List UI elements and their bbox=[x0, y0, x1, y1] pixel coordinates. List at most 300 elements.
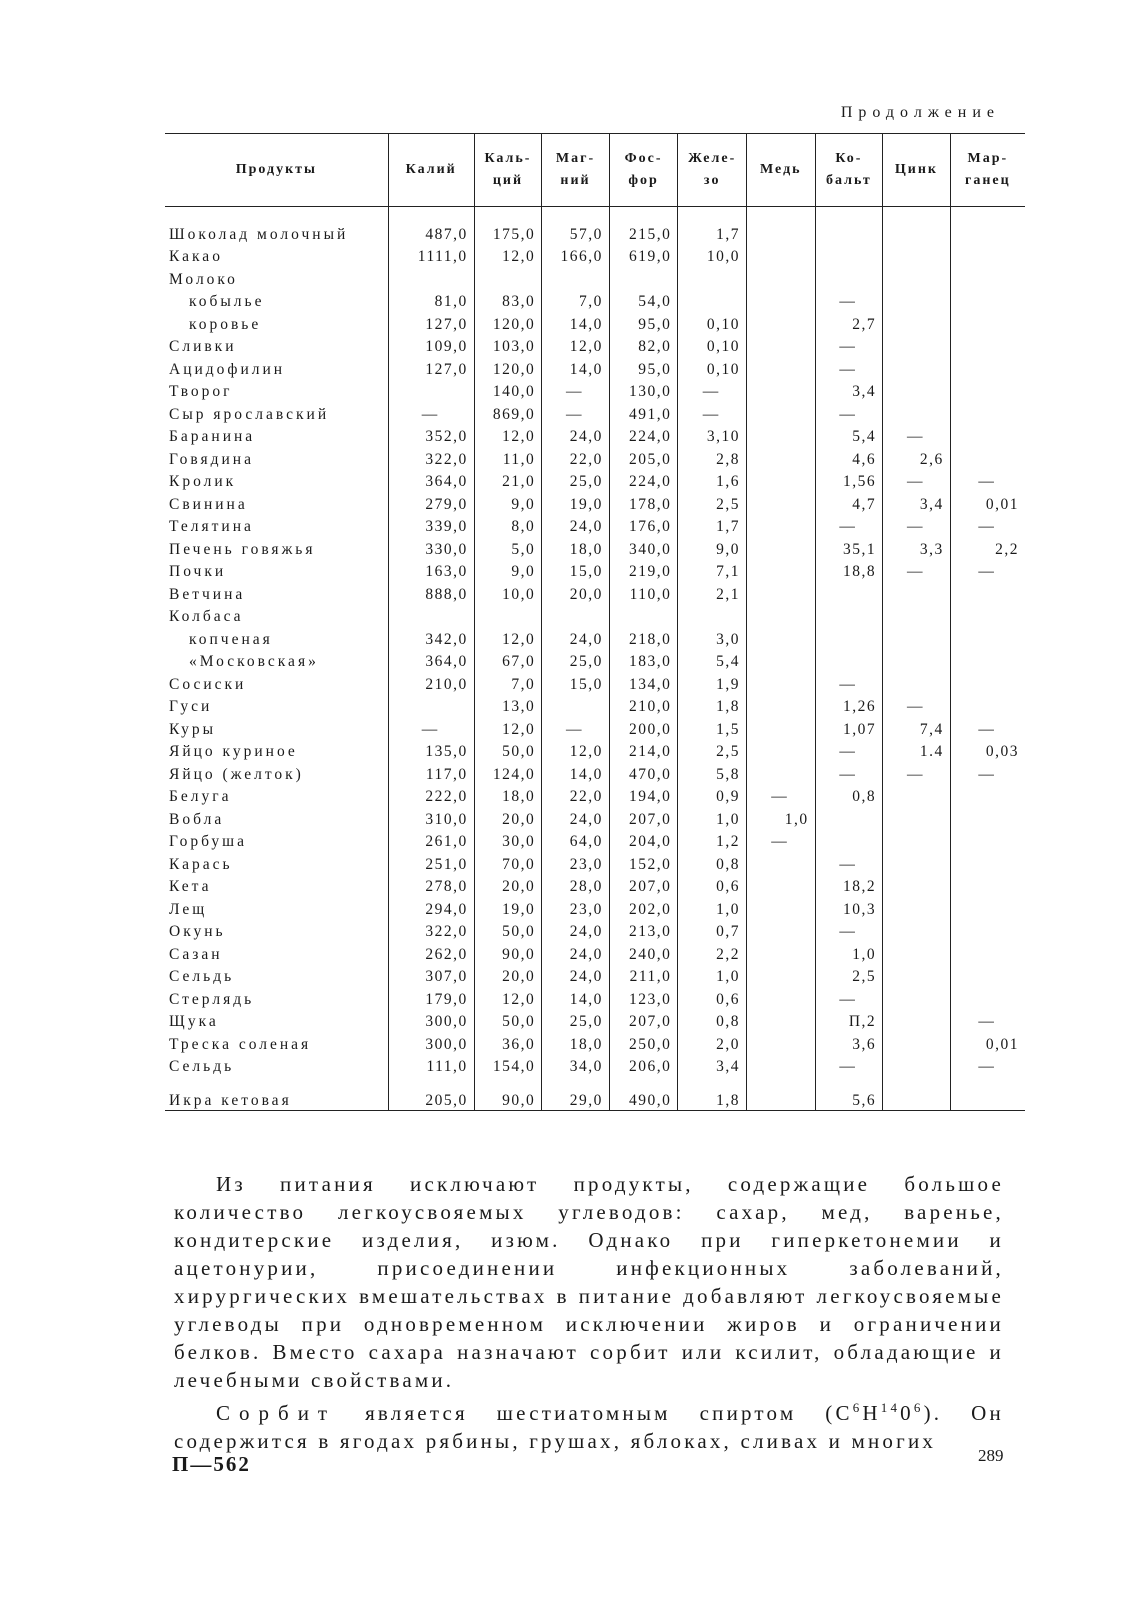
table-cell: 24,0 bbox=[542, 626, 610, 649]
table-cell bbox=[883, 919, 951, 942]
table-cell bbox=[747, 896, 816, 919]
table-cell: — bbox=[815, 289, 883, 312]
table-cell: 1,5 bbox=[678, 716, 747, 739]
table-cell bbox=[883, 1054, 951, 1077]
table-cell: 176,0 bbox=[609, 514, 678, 537]
table-cell: 1111,0 bbox=[388, 244, 474, 267]
table-row bbox=[165, 626, 1025, 649]
table-cell: 205,0 bbox=[388, 1076, 474, 1111]
table-cell: — bbox=[747, 784, 816, 807]
product-name: Карась bbox=[169, 855, 233, 873]
product-name: Молоко bbox=[169, 270, 238, 288]
table-cell: 140,0 bbox=[474, 379, 542, 402]
table-cell bbox=[883, 874, 951, 897]
table-cell: 50,0 bbox=[474, 1009, 542, 1032]
table-cell bbox=[388, 694, 474, 717]
table-cell: 1,07 bbox=[815, 716, 883, 739]
table-cell bbox=[950, 784, 1025, 807]
table-row bbox=[165, 491, 1025, 514]
table-cell bbox=[747, 874, 816, 897]
table-cell bbox=[883, 626, 951, 649]
table-cell bbox=[815, 581, 883, 604]
table-cell: 294,0 bbox=[388, 896, 474, 919]
table-cell: 330,0 bbox=[388, 536, 474, 559]
table-cell: 0,7 bbox=[678, 919, 747, 942]
table-cell bbox=[950, 604, 1025, 627]
table-cell bbox=[678, 266, 747, 289]
table-cell bbox=[883, 356, 951, 379]
table-cell: 222,0 bbox=[388, 784, 474, 807]
table-cell bbox=[747, 334, 816, 357]
table-cell: 19,0 bbox=[474, 896, 542, 919]
product-name: «Московская» bbox=[189, 653, 319, 670]
column-header: Каль- ций bbox=[474, 134, 542, 207]
product-name: Щука bbox=[169, 1013, 219, 1030]
column-header: Мар- ганец bbox=[950, 134, 1025, 207]
table-cell: 28,0 bbox=[542, 874, 610, 897]
table-cell: 3,6 bbox=[815, 1031, 883, 1054]
table-cell bbox=[883, 671, 951, 694]
table-cell bbox=[950, 896, 1025, 919]
product-name: Сосиски bbox=[169, 675, 247, 693]
table-row bbox=[165, 941, 1025, 964]
table-cell bbox=[747, 626, 816, 649]
table-cell: 0,01 bbox=[950, 491, 1025, 514]
table-cell: 110,0 bbox=[609, 581, 678, 604]
table-cell: 215,0 bbox=[609, 207, 678, 244]
table-cell bbox=[388, 604, 474, 627]
table-cell bbox=[950, 581, 1025, 604]
table-row bbox=[165, 694, 1025, 717]
table-cell: 1,0 bbox=[678, 896, 747, 919]
table-cell bbox=[950, 356, 1025, 379]
product-name: Телятина bbox=[169, 518, 254, 535]
table-cell: 134,0 bbox=[609, 671, 678, 694]
table-cell: 25,0 bbox=[542, 1009, 610, 1032]
table-cell: 15,0 bbox=[542, 559, 610, 582]
table-cell: 14,0 bbox=[542, 311, 610, 334]
table-cell bbox=[609, 604, 678, 627]
table-row bbox=[165, 311, 1025, 334]
table-cell: 364,0 bbox=[388, 469, 474, 492]
table-cell bbox=[883, 207, 951, 244]
table-cell bbox=[747, 694, 816, 717]
table-cell: 1,0 bbox=[747, 806, 816, 829]
table-cell bbox=[815, 649, 883, 672]
table-cell bbox=[747, 536, 816, 559]
table-cell bbox=[883, 604, 951, 627]
table-row bbox=[165, 761, 1025, 784]
product-name: Сазан bbox=[169, 945, 223, 963]
table-cell: — bbox=[388, 401, 474, 424]
table-cell bbox=[883, 1076, 951, 1111]
table-cell: 0,6 bbox=[678, 986, 747, 1009]
table-cell bbox=[542, 694, 610, 717]
table-cell: 194,0 bbox=[609, 784, 678, 807]
table-cell: 179,0 bbox=[388, 986, 474, 1009]
table-cell: 5,0 bbox=[474, 536, 542, 559]
table-cell bbox=[678, 604, 747, 627]
table-cell: — bbox=[950, 469, 1025, 492]
table-cell bbox=[815, 626, 883, 649]
table-row bbox=[165, 1054, 1025, 1077]
table-cell: 24,0 bbox=[542, 941, 610, 964]
table-cell: 163,0 bbox=[388, 559, 474, 582]
table-cell: 24,0 bbox=[542, 424, 610, 447]
table-cell: 9,0 bbox=[678, 536, 747, 559]
table-cell bbox=[950, 851, 1025, 874]
table-cell: 3,10 bbox=[678, 424, 747, 447]
table-cell: 22,0 bbox=[542, 784, 610, 807]
table-cell: 11,0 bbox=[474, 446, 542, 469]
table-cell: 34,0 bbox=[542, 1054, 610, 1077]
product-name: Говядина bbox=[169, 450, 254, 468]
table-cell bbox=[883, 829, 951, 852]
table-cell bbox=[747, 649, 816, 672]
table-cell: 35,1 bbox=[815, 536, 883, 559]
page-number: 289 bbox=[978, 1446, 1004, 1465]
table-cell bbox=[474, 266, 542, 289]
table-row bbox=[165, 806, 1025, 829]
table-cell: 83,0 bbox=[474, 289, 542, 312]
table-cell bbox=[883, 379, 951, 402]
table-cell: 251,0 bbox=[388, 851, 474, 874]
table-cell bbox=[950, 244, 1025, 267]
table-cell: 200,0 bbox=[609, 716, 678, 739]
table-cell bbox=[815, 829, 883, 852]
table-cell: — bbox=[883, 559, 951, 582]
table-cell: — bbox=[815, 334, 883, 357]
table-cell bbox=[950, 874, 1025, 897]
table-cell: 29,0 bbox=[542, 1076, 610, 1111]
table-cell: 10,3 bbox=[815, 896, 883, 919]
table-row bbox=[165, 829, 1025, 852]
body-text bbox=[174, 1170, 1004, 1455]
table-cell: 0,6 bbox=[678, 874, 747, 897]
table-cell bbox=[950, 266, 1025, 289]
table-cell: 1,26 bbox=[815, 694, 883, 717]
table-cell: 178,0 bbox=[609, 491, 678, 514]
table-row bbox=[165, 604, 1025, 627]
table-cell: 202,0 bbox=[609, 896, 678, 919]
table-cell: 5,4 bbox=[678, 649, 747, 672]
table-cell: 869,0 bbox=[474, 401, 542, 424]
table-cell: 352,0 bbox=[388, 424, 474, 447]
table-cell: — bbox=[950, 1009, 1025, 1032]
table-cell: 5,8 bbox=[678, 761, 747, 784]
table-row bbox=[165, 244, 1025, 267]
table-cell: 307,0 bbox=[388, 964, 474, 987]
column-header: Продукты bbox=[165, 134, 388, 207]
table-cell bbox=[747, 559, 816, 582]
table-cell bbox=[950, 671, 1025, 694]
table-cell: — bbox=[815, 739, 883, 762]
table-cell: 95,0 bbox=[609, 356, 678, 379]
table-cell: 5,4 bbox=[815, 424, 883, 447]
table-row bbox=[165, 919, 1025, 942]
table-cell bbox=[747, 514, 816, 537]
table-row bbox=[165, 446, 1025, 469]
table-cell: 23,0 bbox=[542, 851, 610, 874]
table-cell: 9,0 bbox=[474, 559, 542, 582]
table-cell bbox=[474, 604, 542, 627]
table-cell bbox=[883, 1031, 951, 1054]
table-cell: 120,0 bbox=[474, 356, 542, 379]
table-cell bbox=[883, 941, 951, 964]
table-cell bbox=[747, 986, 816, 1009]
product-name: Сыр ярославский bbox=[169, 405, 330, 423]
table-cell: 3,4 bbox=[883, 491, 951, 514]
table-cell bbox=[883, 266, 951, 289]
table-cell: 0,8 bbox=[678, 1009, 747, 1032]
table-cell bbox=[609, 266, 678, 289]
product-name: коровье bbox=[189, 315, 262, 333]
table-cell: 24,0 bbox=[542, 964, 610, 987]
paragraph-2: Сорбит является шестиатомным спиртом $(С^6Н^{14}0^6)$. Он содержится в ягодах рябины, грушах, яблоках, сливах и многих bbox=[174, 1400, 1004, 1453]
table-cell: 24,0 bbox=[542, 514, 610, 537]
table-cell: 888,0 bbox=[388, 581, 474, 604]
table-cell: 18,2 bbox=[815, 874, 883, 897]
table-cell: 207,0 bbox=[609, 874, 678, 897]
table-row bbox=[165, 514, 1025, 537]
table-cell: 3,0 bbox=[678, 626, 747, 649]
table-header-row bbox=[165, 134, 1025, 207]
table-cell: 2,2 bbox=[678, 941, 747, 964]
table-cell: 90,0 bbox=[474, 941, 542, 964]
table-cell bbox=[883, 851, 951, 874]
table-cell: 8,0 bbox=[474, 514, 542, 537]
table-cell: 81,0 bbox=[388, 289, 474, 312]
table-cell: 117,0 bbox=[388, 761, 474, 784]
table-row bbox=[165, 581, 1025, 604]
product-name: Куры bbox=[169, 720, 217, 738]
table-cell: 5,6 bbox=[815, 1076, 883, 1111]
table-cell bbox=[950, 1076, 1025, 1111]
table-cell: 0,9 bbox=[678, 784, 747, 807]
table-cell: 135,0 bbox=[388, 739, 474, 762]
table-row bbox=[165, 671, 1025, 694]
product-name: Окунь bbox=[169, 923, 226, 940]
table-cell: 4,7 bbox=[815, 491, 883, 514]
table-cell: 166,0 bbox=[542, 244, 610, 267]
table-cell: 12,0 bbox=[474, 716, 542, 739]
table-cell bbox=[747, 401, 816, 424]
table-cell: 19,0 bbox=[542, 491, 610, 514]
table-cell: 1,56 bbox=[815, 469, 883, 492]
table-cell: 1,2 bbox=[678, 829, 747, 852]
table-cell: — bbox=[883, 694, 951, 717]
product-name: Кролик bbox=[169, 473, 237, 490]
product-name: Шоколад молочный bbox=[169, 225, 349, 243]
table-cell: 12,0 bbox=[542, 739, 610, 762]
table-cell bbox=[388, 379, 474, 402]
table-cell: 2,2 bbox=[950, 536, 1025, 559]
product-name: Свинина bbox=[169, 495, 248, 513]
sorbit-lead: Сорбит bbox=[216, 1401, 337, 1425]
table-cell bbox=[950, 311, 1025, 334]
table-cell: 20,0 bbox=[474, 806, 542, 829]
table-cell: 2,1 bbox=[678, 581, 747, 604]
table-cell bbox=[747, 1009, 816, 1032]
table-cell: 339,0 bbox=[388, 514, 474, 537]
table-cell: 54,0 bbox=[609, 289, 678, 312]
product-name: Какао bbox=[169, 248, 223, 265]
table-cell: — bbox=[815, 851, 883, 874]
table-cell: 1,9 bbox=[678, 671, 747, 694]
table-cell: 30,0 bbox=[474, 829, 542, 852]
table-cell: — bbox=[883, 761, 951, 784]
table-cell bbox=[950, 829, 1025, 852]
table-cell: 127,0 bbox=[388, 311, 474, 334]
table-cell: 1,0 bbox=[678, 806, 747, 829]
product-name: Белуга bbox=[169, 788, 232, 805]
table-cell: — bbox=[950, 761, 1025, 784]
table-cell bbox=[747, 581, 816, 604]
table-cell: — bbox=[950, 514, 1025, 537]
product-name: Гуси bbox=[169, 698, 213, 715]
table-cell bbox=[883, 784, 951, 807]
column-header: Медь bbox=[747, 134, 816, 207]
table-cell: 250,0 bbox=[609, 1031, 678, 1054]
table-cell: 224,0 bbox=[609, 469, 678, 492]
table-cell bbox=[747, 851, 816, 874]
table-cell: 57,0 bbox=[542, 207, 610, 244]
table-cell: 82,0 bbox=[609, 334, 678, 357]
table-cell bbox=[747, 941, 816, 964]
table-cell: 210,0 bbox=[609, 694, 678, 717]
table-cell: 1,8 bbox=[678, 1076, 747, 1111]
product-name: Лещ bbox=[169, 900, 208, 918]
minerals-table bbox=[165, 133, 1025, 1111]
table-cell: 0,03 bbox=[950, 739, 1025, 762]
table-cell: 20,0 bbox=[542, 581, 610, 604]
table-cell: 95,0 bbox=[609, 311, 678, 334]
table-cell: 0,10 bbox=[678, 356, 747, 379]
table-cell: 262,0 bbox=[388, 941, 474, 964]
table-cell: 12,0 bbox=[474, 626, 542, 649]
table-row bbox=[165, 266, 1025, 289]
table-cell: 218,0 bbox=[609, 626, 678, 649]
table-cell bbox=[883, 964, 951, 987]
table-cell: 1,7 bbox=[678, 207, 747, 244]
product-name: Сельдь bbox=[169, 1058, 235, 1075]
table-cell: 24,0 bbox=[542, 806, 610, 829]
table-cell: 0,10 bbox=[678, 334, 747, 357]
table-cell: 14,0 bbox=[542, 986, 610, 1009]
table-cell: 204,0 bbox=[609, 829, 678, 852]
table-cell bbox=[950, 379, 1025, 402]
column-header: Желе- зо bbox=[678, 134, 747, 207]
table-cell: — bbox=[815, 761, 883, 784]
table-row bbox=[165, 1076, 1025, 1111]
product-name: Сельдь bbox=[169, 968, 235, 985]
table-cell bbox=[388, 266, 474, 289]
table-cell: 0,8 bbox=[678, 851, 747, 874]
table-cell: 1.4 bbox=[883, 739, 951, 762]
table-cell bbox=[747, 469, 816, 492]
table-cell: 213,0 bbox=[609, 919, 678, 942]
table-cell: 210,0 bbox=[388, 671, 474, 694]
table-cell: — bbox=[388, 716, 474, 739]
table-cell: 90,0 bbox=[474, 1076, 542, 1111]
table-row bbox=[165, 739, 1025, 762]
table-cell: 279,0 bbox=[388, 491, 474, 514]
table-cell: 2,0 bbox=[678, 1031, 747, 1054]
product-name: Кета bbox=[169, 878, 212, 895]
table-cell: 2,8 bbox=[678, 446, 747, 469]
table-cell: 12,0 bbox=[474, 986, 542, 1009]
table-cell bbox=[883, 806, 951, 829]
column-header: Калий bbox=[388, 134, 474, 207]
table-cell bbox=[747, 739, 816, 762]
table-cell: 0,01 bbox=[950, 1031, 1025, 1054]
table-cell: 25,0 bbox=[542, 469, 610, 492]
table-cell bbox=[950, 446, 1025, 469]
table-cell bbox=[950, 986, 1025, 1009]
table-cell: 152,0 bbox=[609, 851, 678, 874]
table-cell: — bbox=[542, 401, 610, 424]
table-cell: 1,6 bbox=[678, 469, 747, 492]
table-cell: 18,0 bbox=[542, 1031, 610, 1054]
table-cell: — bbox=[815, 401, 883, 424]
table-cell: 2,5 bbox=[678, 739, 747, 762]
table-cell: — bbox=[950, 716, 1025, 739]
table-cell bbox=[747, 1031, 816, 1054]
table-cell bbox=[747, 716, 816, 739]
column-header: Фос- фор bbox=[609, 134, 678, 207]
table-row bbox=[165, 986, 1025, 1009]
table-cell: 14,0 bbox=[542, 356, 610, 379]
product-name: Вобла bbox=[169, 810, 225, 828]
table-cell: 3,3 bbox=[883, 536, 951, 559]
table-cell: — bbox=[542, 716, 610, 739]
table-cell: 50,0 bbox=[474, 919, 542, 942]
table-cell: 175,0 bbox=[474, 207, 542, 244]
table-cell bbox=[678, 289, 747, 312]
table-cell bbox=[747, 1054, 816, 1077]
product-name: копченая bbox=[189, 630, 273, 648]
table-cell: 22,0 bbox=[542, 446, 610, 469]
table-cell bbox=[815, 604, 883, 627]
table-cell: 13,0 bbox=[474, 694, 542, 717]
table-cell: 2,5 bbox=[815, 964, 883, 987]
product-name: Баранина bbox=[169, 428, 256, 445]
table-cell bbox=[747, 964, 816, 987]
table-cell bbox=[950, 424, 1025, 447]
table-cell: — bbox=[950, 1054, 1025, 1077]
table-cell: 219,0 bbox=[609, 559, 678, 582]
table-cell: — bbox=[747, 829, 816, 852]
table-cell: — bbox=[815, 514, 883, 537]
table-cell: — bbox=[678, 401, 747, 424]
table-cell: 12,0 bbox=[542, 334, 610, 357]
table-cell: 470,0 bbox=[609, 761, 678, 784]
table-cell bbox=[950, 649, 1025, 672]
table-cell: 1,8 bbox=[678, 694, 747, 717]
table-row bbox=[165, 356, 1025, 379]
table-cell bbox=[883, 986, 951, 1009]
table-cell bbox=[883, 401, 951, 424]
table-row bbox=[165, 649, 1025, 672]
table-cell bbox=[747, 289, 816, 312]
table-cell: 36,0 bbox=[474, 1031, 542, 1054]
table-cell bbox=[883, 1009, 951, 1032]
table-cell: П,2 bbox=[815, 1009, 883, 1032]
table-cell: 205,0 bbox=[609, 446, 678, 469]
table-cell: 130,0 bbox=[609, 379, 678, 402]
table-cell: 103,0 bbox=[474, 334, 542, 357]
table-cell: 9,0 bbox=[474, 491, 542, 514]
